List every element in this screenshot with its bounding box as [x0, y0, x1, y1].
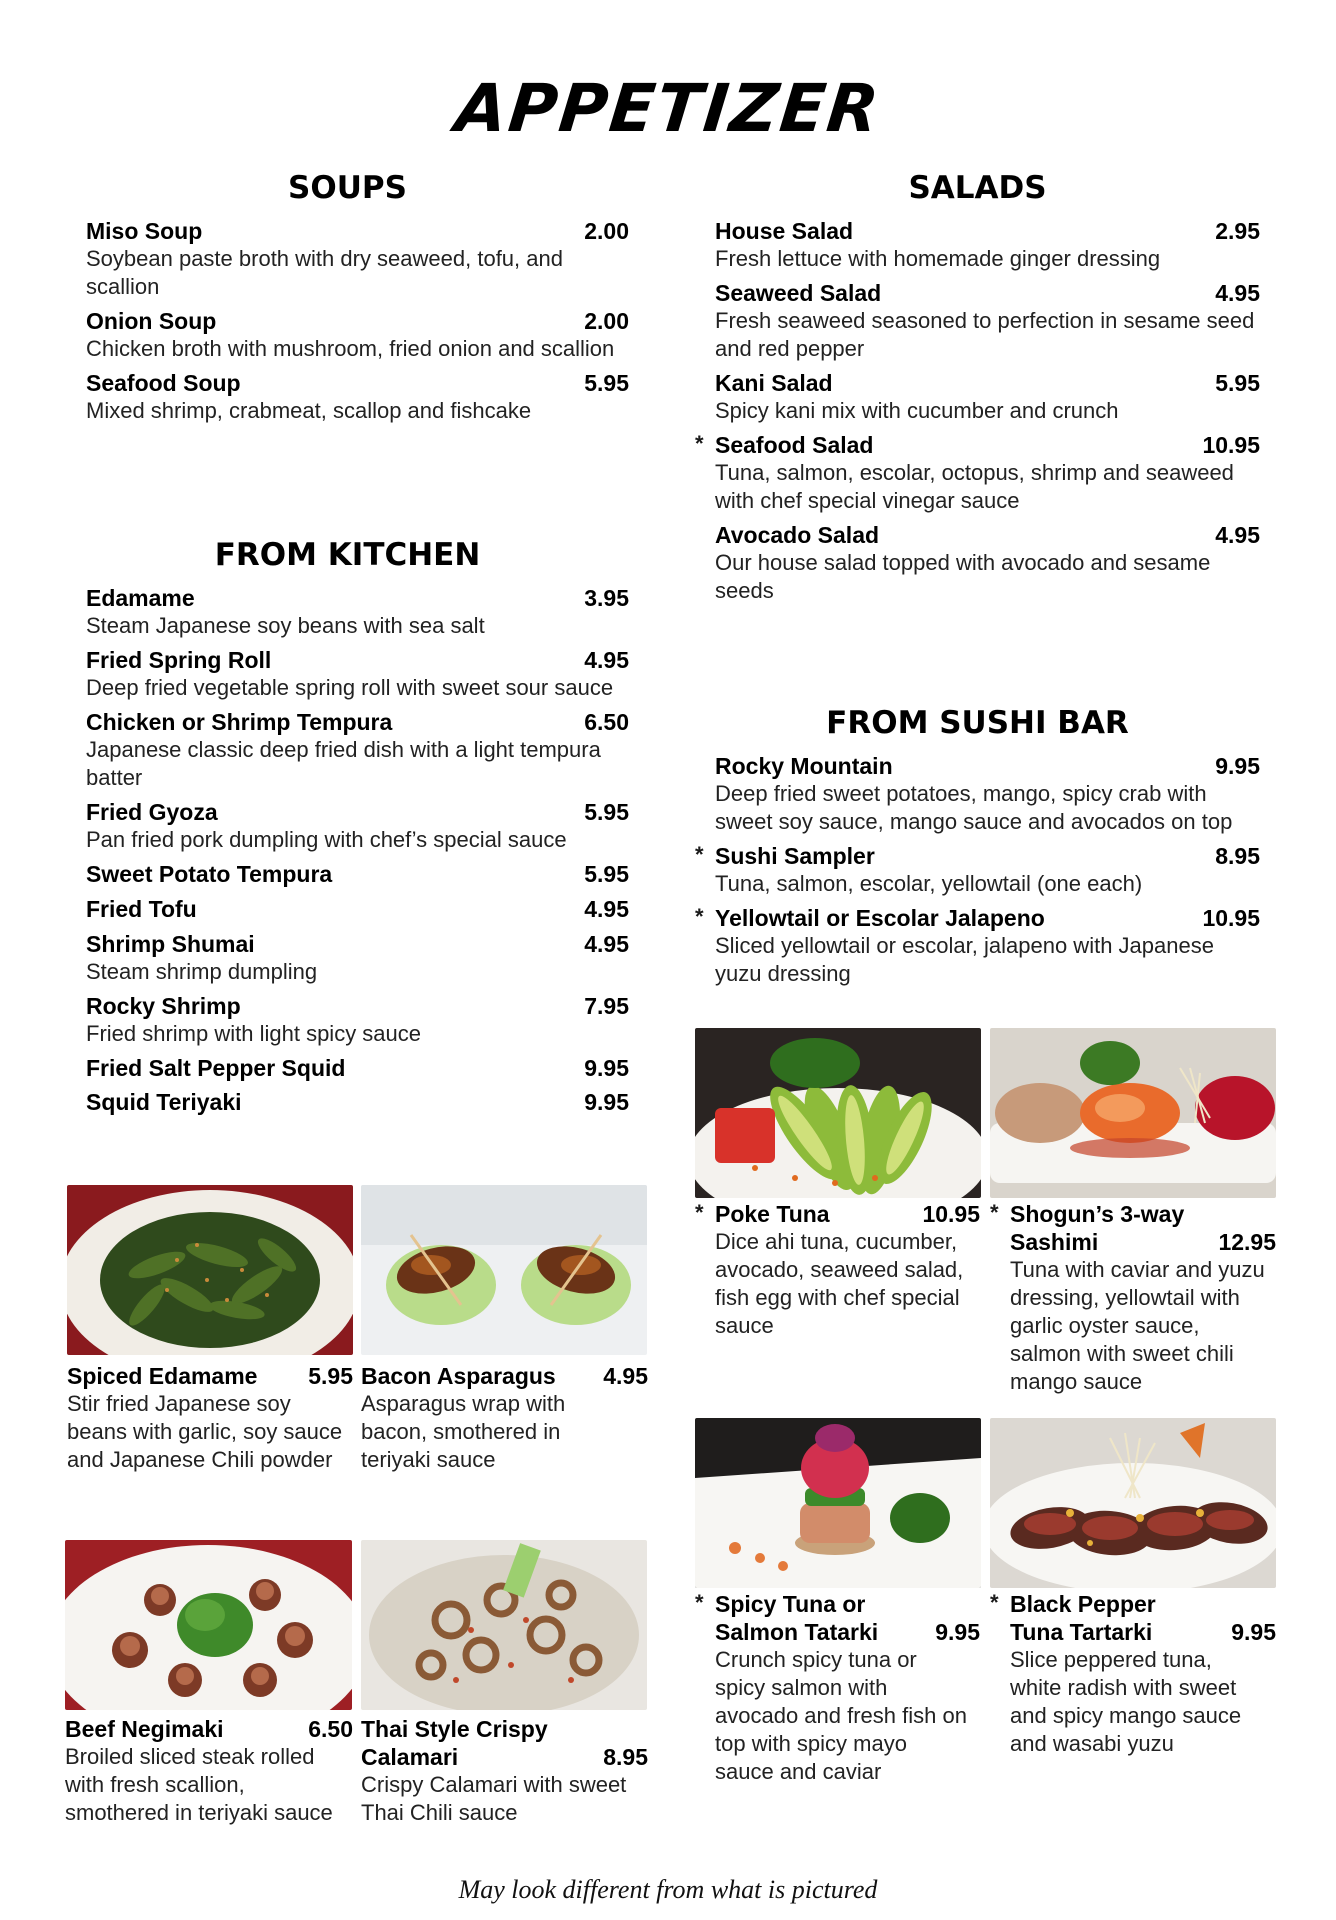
- menu-item: [715, 369, 1260, 425]
- item-desc: Tuna, salmon, escolar, octopus, shrimp and seaweed with chef special vinegar sauce: [715, 460, 1234, 513]
- menu-item: [86, 1054, 629, 1082]
- star-mark: *: [695, 1200, 704, 1225]
- item-name: Fried Spring Roll: [86, 647, 272, 673]
- item-desc: Deep fried sweet potatoes, mango, spicy crab with sweet soy sauce, mango sauce and avocados on top: [715, 781, 1233, 834]
- footer-note: May look different from what is pictured: [458, 1875, 878, 1904]
- salads-heading: SALADS: [908, 170, 1047, 206]
- item-price: 4.95: [584, 931, 629, 957]
- card-spiced-edamame: [67, 1362, 353, 1474]
- star-mark: *: [990, 1200, 999, 1225]
- kitchen-heading: FROM KITCHEN: [214, 537, 481, 573]
- menu-item: [86, 584, 629, 640]
- item-desc: Spicy kani mix with cucumber and crunch: [715, 398, 1119, 423]
- kitchen-list: [86, 584, 629, 1116]
- item-name: Shrimp Shumai: [86, 931, 255, 957]
- black-pepper-photo: [990, 1418, 1276, 1588]
- card-bacon-asparagus: [361, 1362, 648, 1474]
- item-name: Rocky Shrimp: [86, 993, 241, 1019]
- item-desc: Dice ahi tuna, cucumber, avocado, seaweed salad, fish egg with chef special sauce: [715, 1229, 964, 1338]
- card-shogun-sashimi: [990, 1200, 1276, 1396]
- item-desc: Fresh seaweed seasoned to perfection in sesame seed and red pepper: [715, 308, 1255, 361]
- salads-list: [695, 217, 1260, 605]
- item-desc: Stir fried Japanese soy beans with garlic, soy sauce and Japanese Chili powder: [67, 1391, 343, 1472]
- bacon-asparagus-photo: [361, 1185, 647, 1355]
- item-name: Seaweed Salad: [715, 280, 882, 306]
- card-beef-negimaki: [65, 1715, 353, 1827]
- item-price: 8.95: [603, 1744, 648, 1770]
- item-price: 9.95: [584, 1055, 629, 1081]
- beef-negimaki-photo: [65, 1540, 352, 1710]
- item-desc: Steam shrimp dumpling: [86, 959, 318, 984]
- item-price: 10.95: [1202, 432, 1260, 458]
- menu-item: [715, 279, 1260, 363]
- item-price: 9.95: [1215, 753, 1260, 779]
- item-price: 2.00: [584, 218, 629, 244]
- menu-item: [86, 1088, 629, 1116]
- item-desc: Steam Japanese soy beans with sea salt: [86, 613, 485, 638]
- item-name: Yellowtail or Escolar Jalapeno: [715, 905, 1045, 931]
- item-price: 9.95: [1231, 1619, 1276, 1645]
- item-name: Chicken or Shrimp Tempura: [86, 709, 393, 735]
- item-name: Black Pepper: [1010, 1591, 1156, 1617]
- page-title: APPETIZER: [451, 70, 885, 147]
- soups-list: [86, 217, 629, 425]
- item-desc: Slice peppered tuna, white radish with sweet and spicy mango sauce and wasabi yuzu: [1010, 1647, 1242, 1756]
- item-desc: Japanese classic deep fried dish with a light tempura batter: [86, 737, 601, 790]
- item-name: Spicy Tuna or: [715, 1591, 866, 1617]
- menu-item: [86, 930, 629, 986]
- menu-item: [715, 521, 1260, 605]
- item-price: 7.95: [584, 993, 629, 1019]
- item-name: Fried Tofu: [86, 896, 197, 922]
- menu-item: [715, 217, 1260, 273]
- menu-item: [86, 369, 629, 425]
- item-desc: Soybean paste broth with dry seaweed, tofu, and scallion: [86, 246, 563, 299]
- item-desc: Crispy Calamari with sweet Thai Chili sauce: [361, 1772, 627, 1825]
- menu-item: [86, 992, 629, 1048]
- menu-item: [86, 860, 629, 888]
- item-price: 10.95: [1202, 905, 1260, 931]
- item-name: Bacon Asparagus: [361, 1363, 556, 1389]
- item-name: Miso Soup: [86, 218, 203, 244]
- poke-tuna-photo: [695, 1028, 981, 1198]
- menu-item: [86, 708, 629, 792]
- item-name: Tuna Tartarki: [1010, 1619, 1153, 1645]
- item-desc: Fresh lettuce with homemade ginger dressing: [715, 246, 1161, 271]
- item-name: Fried Salt Pepper Squid: [86, 1055, 346, 1081]
- item-price: 12.95: [1218, 1229, 1276, 1255]
- menu-item: [86, 646, 629, 702]
- item-desc: Our house salad topped with avocado and sesame seeds: [715, 550, 1211, 603]
- item-desc: Broiled sliced steak rolled with fresh scallion, smothered in teriyaki sauce: [65, 1744, 333, 1825]
- item-name: Onion Soup: [86, 308, 217, 334]
- item-name: Beef Negimaki: [65, 1716, 224, 1742]
- item-name: Avocado Salad: [715, 522, 880, 548]
- item-price: 5.95: [584, 861, 629, 887]
- menu-item: [86, 217, 629, 301]
- star-mark: *: [695, 1590, 704, 1615]
- item-desc: Asparagus wrap with bacon, smothered in teriyaki sauce: [361, 1391, 566, 1472]
- item-name: Seafood Salad: [715, 432, 874, 458]
- item-price: 5.95: [308, 1363, 353, 1389]
- sushi-bar-list: [695, 752, 1260, 988]
- item-price: 9.95: [935, 1619, 980, 1645]
- item-price: 6.50: [308, 1716, 353, 1742]
- item-name: Sushi Sampler: [715, 843, 875, 869]
- item-price: 9.95: [584, 1089, 629, 1115]
- item-desc: Crunch spicy tuna or spicy salmon with avocado and fresh fish on top with spicy mayo sauce and caviar: [715, 1647, 967, 1784]
- shogun-sashimi-photo: [990, 1028, 1276, 1198]
- item-name: Calamari: [361, 1744, 459, 1770]
- item-name: Thai Style Crispy: [361, 1716, 548, 1742]
- item-price: 5.95: [1215, 370, 1260, 396]
- sushi-bar-heading: FROM SUSHI BAR: [826, 705, 1129, 741]
- menu-item: [695, 431, 1260, 515]
- star-mark: *: [695, 431, 704, 456]
- star-mark: *: [695, 904, 704, 929]
- card-poke-tuna: [695, 1200, 980, 1340]
- item-price: 3.95: [584, 585, 629, 611]
- item-name: Edamame: [86, 585, 195, 611]
- item-desc: Deep fried vegetable spring roll with sweet sour sauce: [86, 675, 614, 700]
- item-name: Poke Tuna: [715, 1201, 830, 1227]
- menu-item: [695, 904, 1260, 988]
- item-price: 4.95: [603, 1363, 648, 1389]
- card-spicy-tatarki: [695, 1590, 980, 1786]
- soups-heading: SOUPS: [288, 170, 407, 206]
- item-price: 2.95: [1215, 218, 1260, 244]
- menu-item: [715, 752, 1260, 836]
- spicy-tatarki-photo: [695, 1418, 981, 1588]
- star-mark: *: [990, 1590, 999, 1615]
- star-mark: *: [695, 842, 704, 867]
- item-name: House Salad: [715, 218, 854, 244]
- menu-item: [86, 798, 629, 854]
- item-price: 2.00: [584, 308, 629, 334]
- item-desc: Fried shrimp with light spicy sauce: [86, 1021, 422, 1046]
- item-name: Shogun’s 3-way: [1010, 1201, 1185, 1227]
- item-name: Squid Teriyaki: [86, 1089, 242, 1115]
- card-thai-calamari: [361, 1715, 648, 1827]
- item-price: 5.95: [584, 799, 629, 825]
- item-desc: Pan fried pork dumpling with chef’s special sauce: [86, 827, 567, 852]
- item-price: 8.95: [1215, 843, 1260, 869]
- item-price: 4.95: [1215, 522, 1260, 548]
- item-desc: Sliced yellowtail or escolar, jalapeno with Japanese yuzu dressing: [715, 933, 1214, 986]
- menu-item: [86, 307, 629, 363]
- item-name: Salmon Tatarki: [715, 1619, 879, 1645]
- item-price: 10.95: [922, 1201, 980, 1227]
- thai-calamari-photo: [361, 1540, 647, 1710]
- item-price: 6.50: [584, 709, 629, 735]
- item-price: 4.95: [584, 647, 629, 673]
- item-name: Kani Salad: [715, 370, 833, 396]
- item-name: Spiced Edamame: [67, 1363, 258, 1389]
- item-price: 4.95: [1215, 280, 1260, 306]
- item-name: Fried Gyoza: [86, 799, 218, 825]
- item-name: Sweet Potato Tempura: [86, 861, 333, 887]
- spiced-edamame-photo: [67, 1185, 353, 1355]
- item-name: Rocky Mountain: [715, 753, 893, 779]
- menu-item: [695, 842, 1260, 898]
- menu-item: [86, 895, 629, 923]
- item-desc: Tuna with caviar and yuzu dressing, yellowtail with garlic oyster sauce, salmon with sweet chili mango sauce: [1010, 1257, 1265, 1394]
- item-desc: Mixed shrimp, crabmeat, scallop and fishcake: [86, 398, 532, 423]
- item-price: 5.95: [584, 370, 629, 396]
- item-name: Seafood Soup: [86, 370, 241, 396]
- item-desc: Tuna, salmon, escolar, yellowtail (one each): [715, 871, 1143, 896]
- item-desc: Chicken broth with mushroom, fried onion and scallion: [86, 336, 615, 361]
- card-black-pepper: [990, 1590, 1276, 1758]
- item-price: 4.95: [584, 896, 629, 922]
- item-name: Sashimi: [1010, 1229, 1099, 1255]
